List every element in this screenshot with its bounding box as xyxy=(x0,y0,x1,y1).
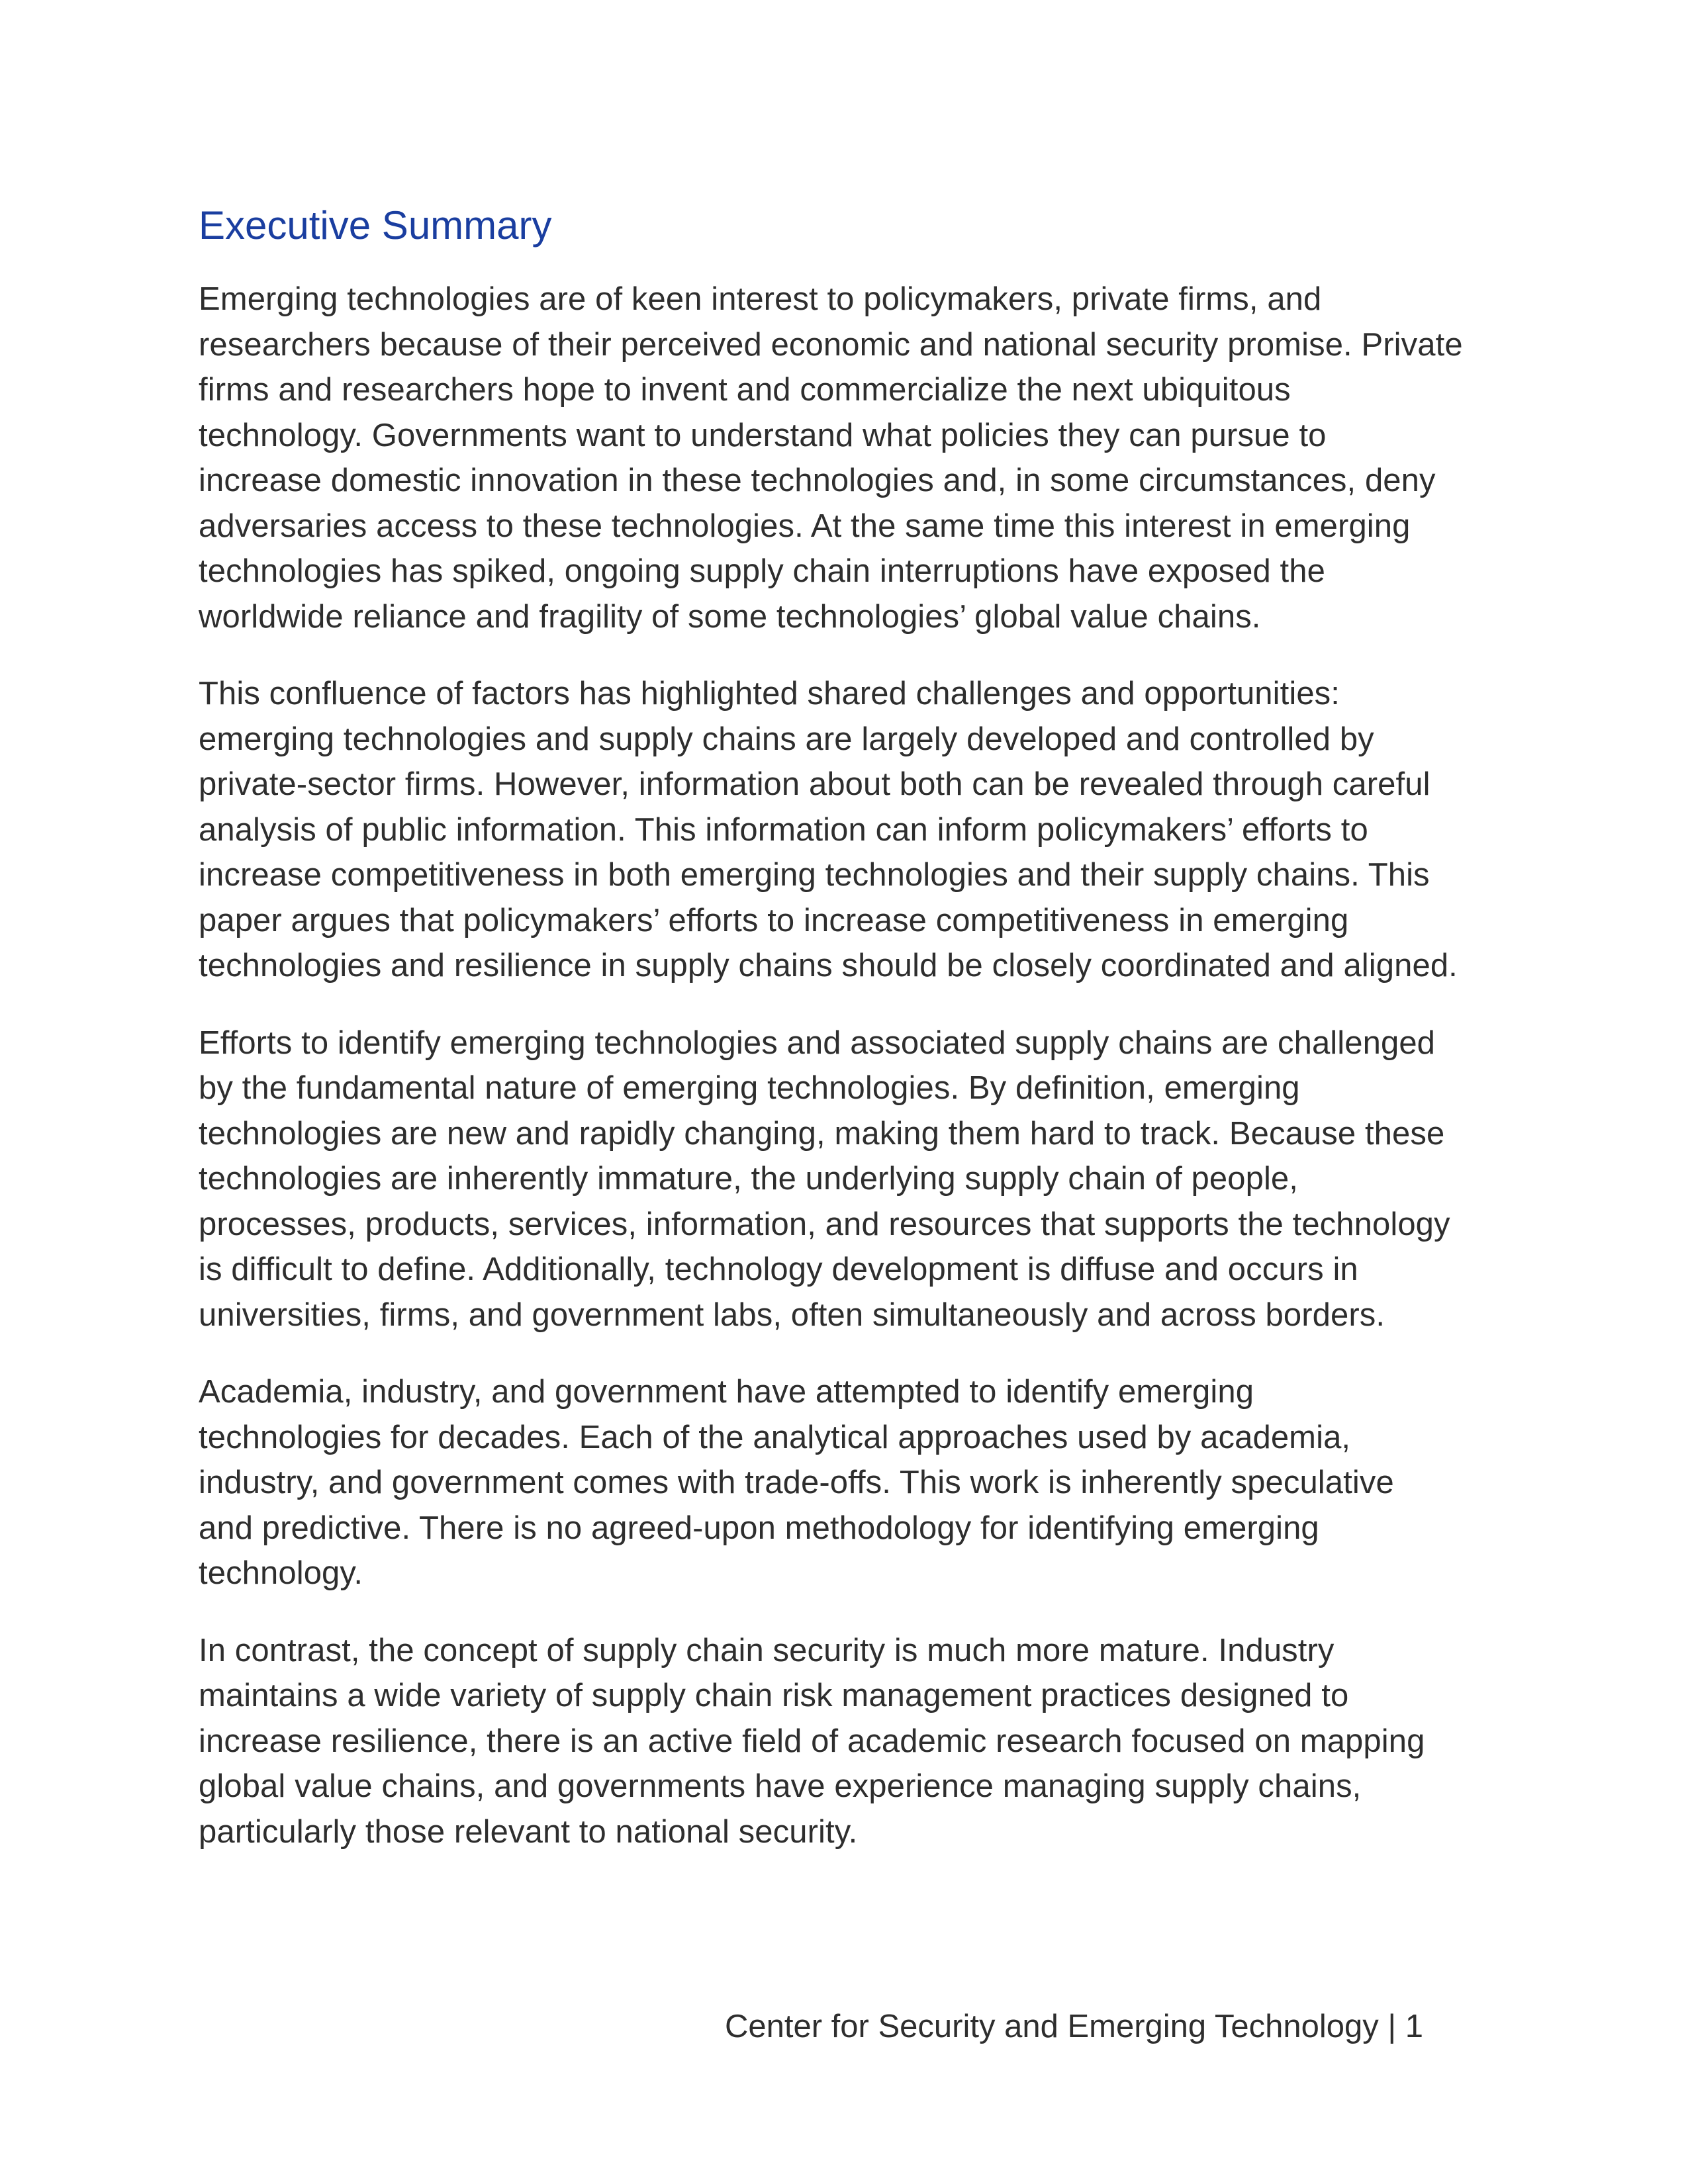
paragraph-line: technologies for decades. Each of the analytical approaches used by academia, xyxy=(199,1419,1351,1455)
paragraph-line: analysis of public information. This information can inform policymakers’ efforts to xyxy=(199,811,1368,848)
page-content xyxy=(199,196,1496,1886)
paragraph-line: universities, firms, and government labs, often simultaneously and across borders. xyxy=(199,1297,1385,1333)
paragraph-line: industry, and government comes with trade-offs. This work is inherently speculative xyxy=(199,1465,1394,1500)
paragraph-line: worldwide reliance and fragility of some technologies’ global value chains. xyxy=(199,598,1261,635)
paragraph xyxy=(199,1369,1496,1596)
paragraph-line: is difficult to define. Additionally, technology development is diffuse and occurs in xyxy=(199,1251,1358,1287)
paragraph-line: Efforts to identify emerging technologies and associated supply chains are challenged xyxy=(199,1024,1436,1061)
paragraph-line: particularly those relevant to national security. xyxy=(199,1813,858,1850)
paragraph xyxy=(199,1628,1496,1855)
paragraph-line: This confluence of factors has highlighted shared challenges and opportunities: xyxy=(199,676,1340,711)
paragraph-line: technology. xyxy=(199,1555,363,1591)
paragraph-line: increase domestic innovation in these technologies and, in some circumstances, deny xyxy=(199,463,1436,498)
paragraph-line: technologies are new and rapidly changing, making them hard to track. Because these xyxy=(199,1115,1445,1152)
paragraph-line: technologies and resilience in supply chains should be closely coordinated and aligned. xyxy=(199,948,1458,983)
paragraph-line: private-sector firms. However, information about both can be revealed through careful xyxy=(199,766,1430,802)
paragraph-line: paper argues that policymakers’ efforts to increase competitiveness in emerging xyxy=(199,902,1349,938)
paragraph-line: firms and researchers hope to invent and commercialize the next ubiquitous xyxy=(199,372,1291,408)
paragraph xyxy=(199,1021,1496,1338)
paragraph-line: increase resilience, there is an active field of academic research focused on mapping xyxy=(199,1723,1425,1759)
paragraph-line: technologies has spiked, ongoing supply chain interruptions have exposed the xyxy=(199,553,1325,589)
paragraph-line: adversaries access to these technologies. At the same time this interest in emerging xyxy=(199,508,1411,544)
paragraph-line: In contrast, the concept of supply chain security is much more mature. Industry xyxy=(199,1632,1335,1668)
paragraph-line: by the fundamental nature of emerging technologies. By definition, emerging xyxy=(199,1070,1300,1106)
paragraph-line: technology. Governments want to understand what policies they can pursue to xyxy=(199,417,1327,453)
paragraph xyxy=(199,277,1496,639)
paragraph-line: Academia, industry, and government have attempted to identify emerging xyxy=(199,1374,1254,1410)
paragraph-line: global value chains, and governments have experience managing supply chains, xyxy=(199,1768,1362,1804)
paragraph-line: Emerging technologies are of keen interest to policymakers, private firms, and xyxy=(199,281,1322,317)
body-text xyxy=(199,277,1496,1854)
paragraph-line: researchers because of their perceived economic and national security promise. Private xyxy=(199,326,1463,363)
paragraph-line: maintains a wide variety of supply chain risk management practices designed to xyxy=(199,1678,1349,1713)
paragraph-line: technologies are inherently immature, the underlying supply chain of people, xyxy=(199,1161,1298,1197)
paragraph xyxy=(199,671,1496,989)
page-footer: Center for Security and Emerging Technology | 1 xyxy=(724,2009,1423,2044)
paragraph-line: and predictive. There is no agreed-upon methodology for identifying emerging xyxy=(199,1510,1319,1546)
paragraph-line: emerging technologies and supply chains are largely developed and controlled by xyxy=(199,721,1374,757)
paragraph-line: increase competitiveness in both emerging technologies and their supply chains. This xyxy=(199,857,1430,893)
paragraph-line: processes, products, services, information, and resources that supports the technology xyxy=(199,1206,1450,1242)
section-heading: Executive Summary xyxy=(199,203,552,248)
